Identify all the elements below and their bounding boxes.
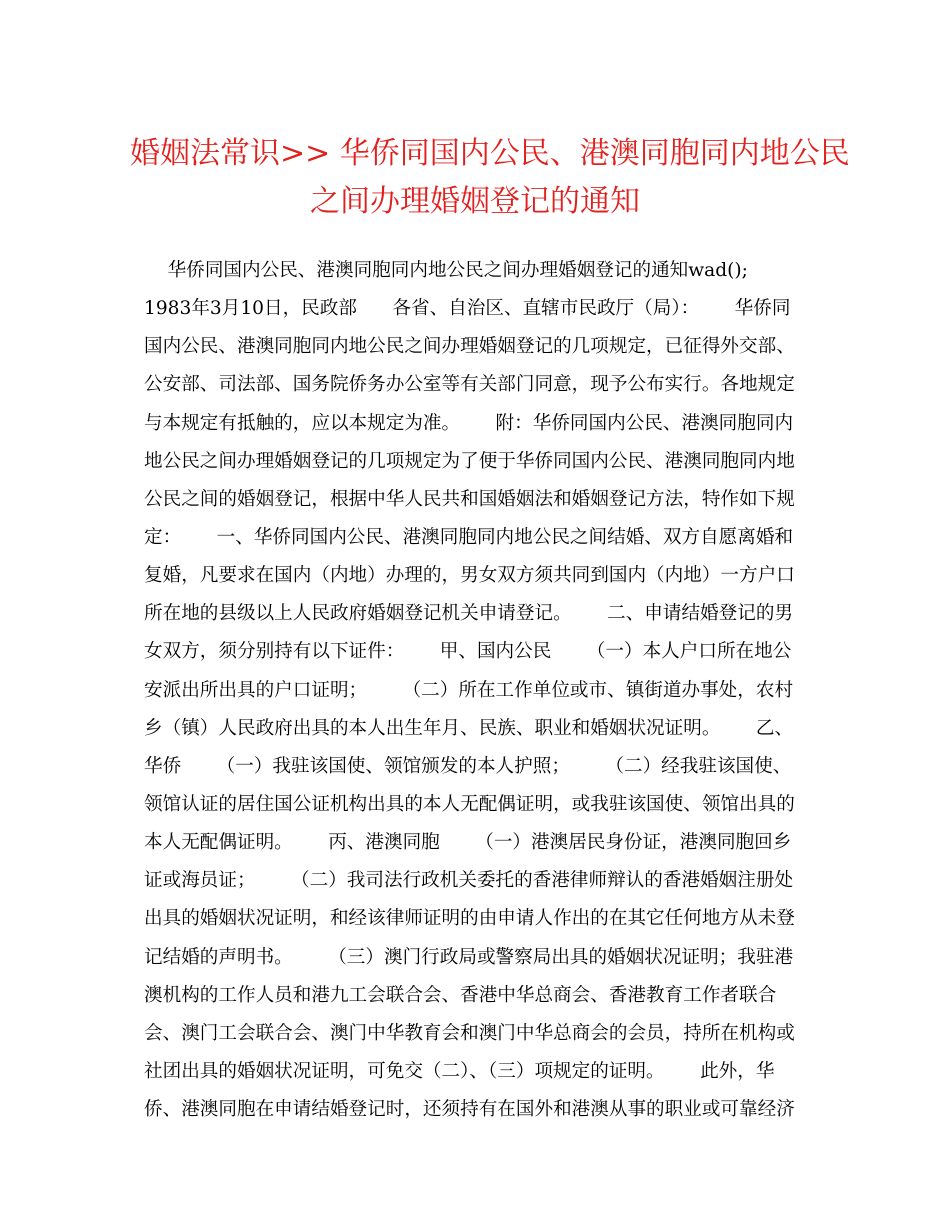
body-line: 华侨同国内公民、港澳同胞同内地公民之间办理婚姻登记的通知wad(); [144, 260, 748, 281]
body-line: 定： 一、华侨同国内公民、港澳同胞同内地公民之间结婚、双方自愿离婚和 [144, 526, 794, 548]
body-line: 乡（镇）人民政府出具的本人出生年月、民族、职业和婚姻状况证明。 乙、 [144, 717, 794, 739]
body-line: 社团出具的婚姻状况证明，可免交（二）、（三）项规定的证明。 此外，华 [144, 1060, 775, 1082]
body-line: 1983年3月10日，民政部 各省、自治区、直辖市民政厅（局）： 华侨同 [144, 298, 791, 320]
body-line: 领馆认证的居住国公证机构出具的本人无配偶证明，或我驻该国使、领馆出具的 [144, 793, 795, 815]
body-line: 证或海员证； （二）我司法行政机关委托的香港律师辩认的香港婚姻注册处 [144, 870, 794, 892]
body-line: 安派出所出具的户口证明； （二）所在工作单位或市、镇街道办事处，农村 [144, 679, 794, 701]
body-line: 出具的婚姻状况证明，和经该律师证明的由申请人作出的在其它任何地方从未登 [144, 908, 795, 930]
title-line: 之间办理婚姻登记的通知 [310, 184, 640, 219]
body-line: 侨、港澳同胞在申请结婚登记时，还须持有在国外和港澳从事的职业或可靠经济 [144, 1099, 795, 1121]
body-line: 公安部、司法部、国务院侨务办公室等有关部门同意，现予公布实行。各地规定 [144, 374, 795, 396]
body-line: 复婚，凡要求在国内（内地）办理的，男女双方须共同到国内（内地）一方户口 [144, 565, 795, 587]
body-line: 本人无配偶证明。 丙、港澳同胞 （一）港澳居民身份证，港澳同胞回乡 [144, 832, 792, 854]
body-line: 所在地的县级以上人民政府婚姻登记机关申请登记。 二、申请结婚登记的男 [144, 603, 794, 625]
body-line: 会、澳门工会联合会、澳门中华教育会和澳门中华总商会的会员，持所在机构或 [144, 1022, 795, 1044]
body-line: 记结婚的声明书。 （三）澳门行政局或警察局出具的婚姻状况证明；我驻港 [144, 946, 794, 968]
body-line: 女双方，须分别持有以下证件： 甲、国内公民 （一）本人户口所在地公 [144, 641, 792, 663]
document-body [144, 252, 814, 1129]
title-line: 婚姻法常识>> 华侨同国内公民、港澳同胞同内地公民 [130, 136, 850, 171]
body-line: 澳机构的工作人员和港九工会联合会、香港中华总商会、香港教育工作者联合 [144, 984, 777, 1006]
body-line: 与本规定有抵触的，应以本规定为准。 附：华侨同国内公民、港澳同胞同内 [144, 412, 794, 434]
document-title [130, 130, 850, 226]
body-line: 公民之间的婚姻登记，根据中华人民共和国婚姻法和婚姻登记方法，特作如下规 [144, 488, 795, 510]
body-line: 国内公民、港澳同胞同内地公民之间办理婚姻登记的几项规定，已征得外交部、 [144, 336, 795, 358]
body-line: 华侨 （一）我驻该国使、领馆颁发的本人护照； （二）经我驻该国使、 [144, 755, 792, 777]
body-line: 地公民之间办理婚姻登记的几项规定为了便于华侨同国内公民、港澳同胞同内地 [144, 450, 795, 472]
